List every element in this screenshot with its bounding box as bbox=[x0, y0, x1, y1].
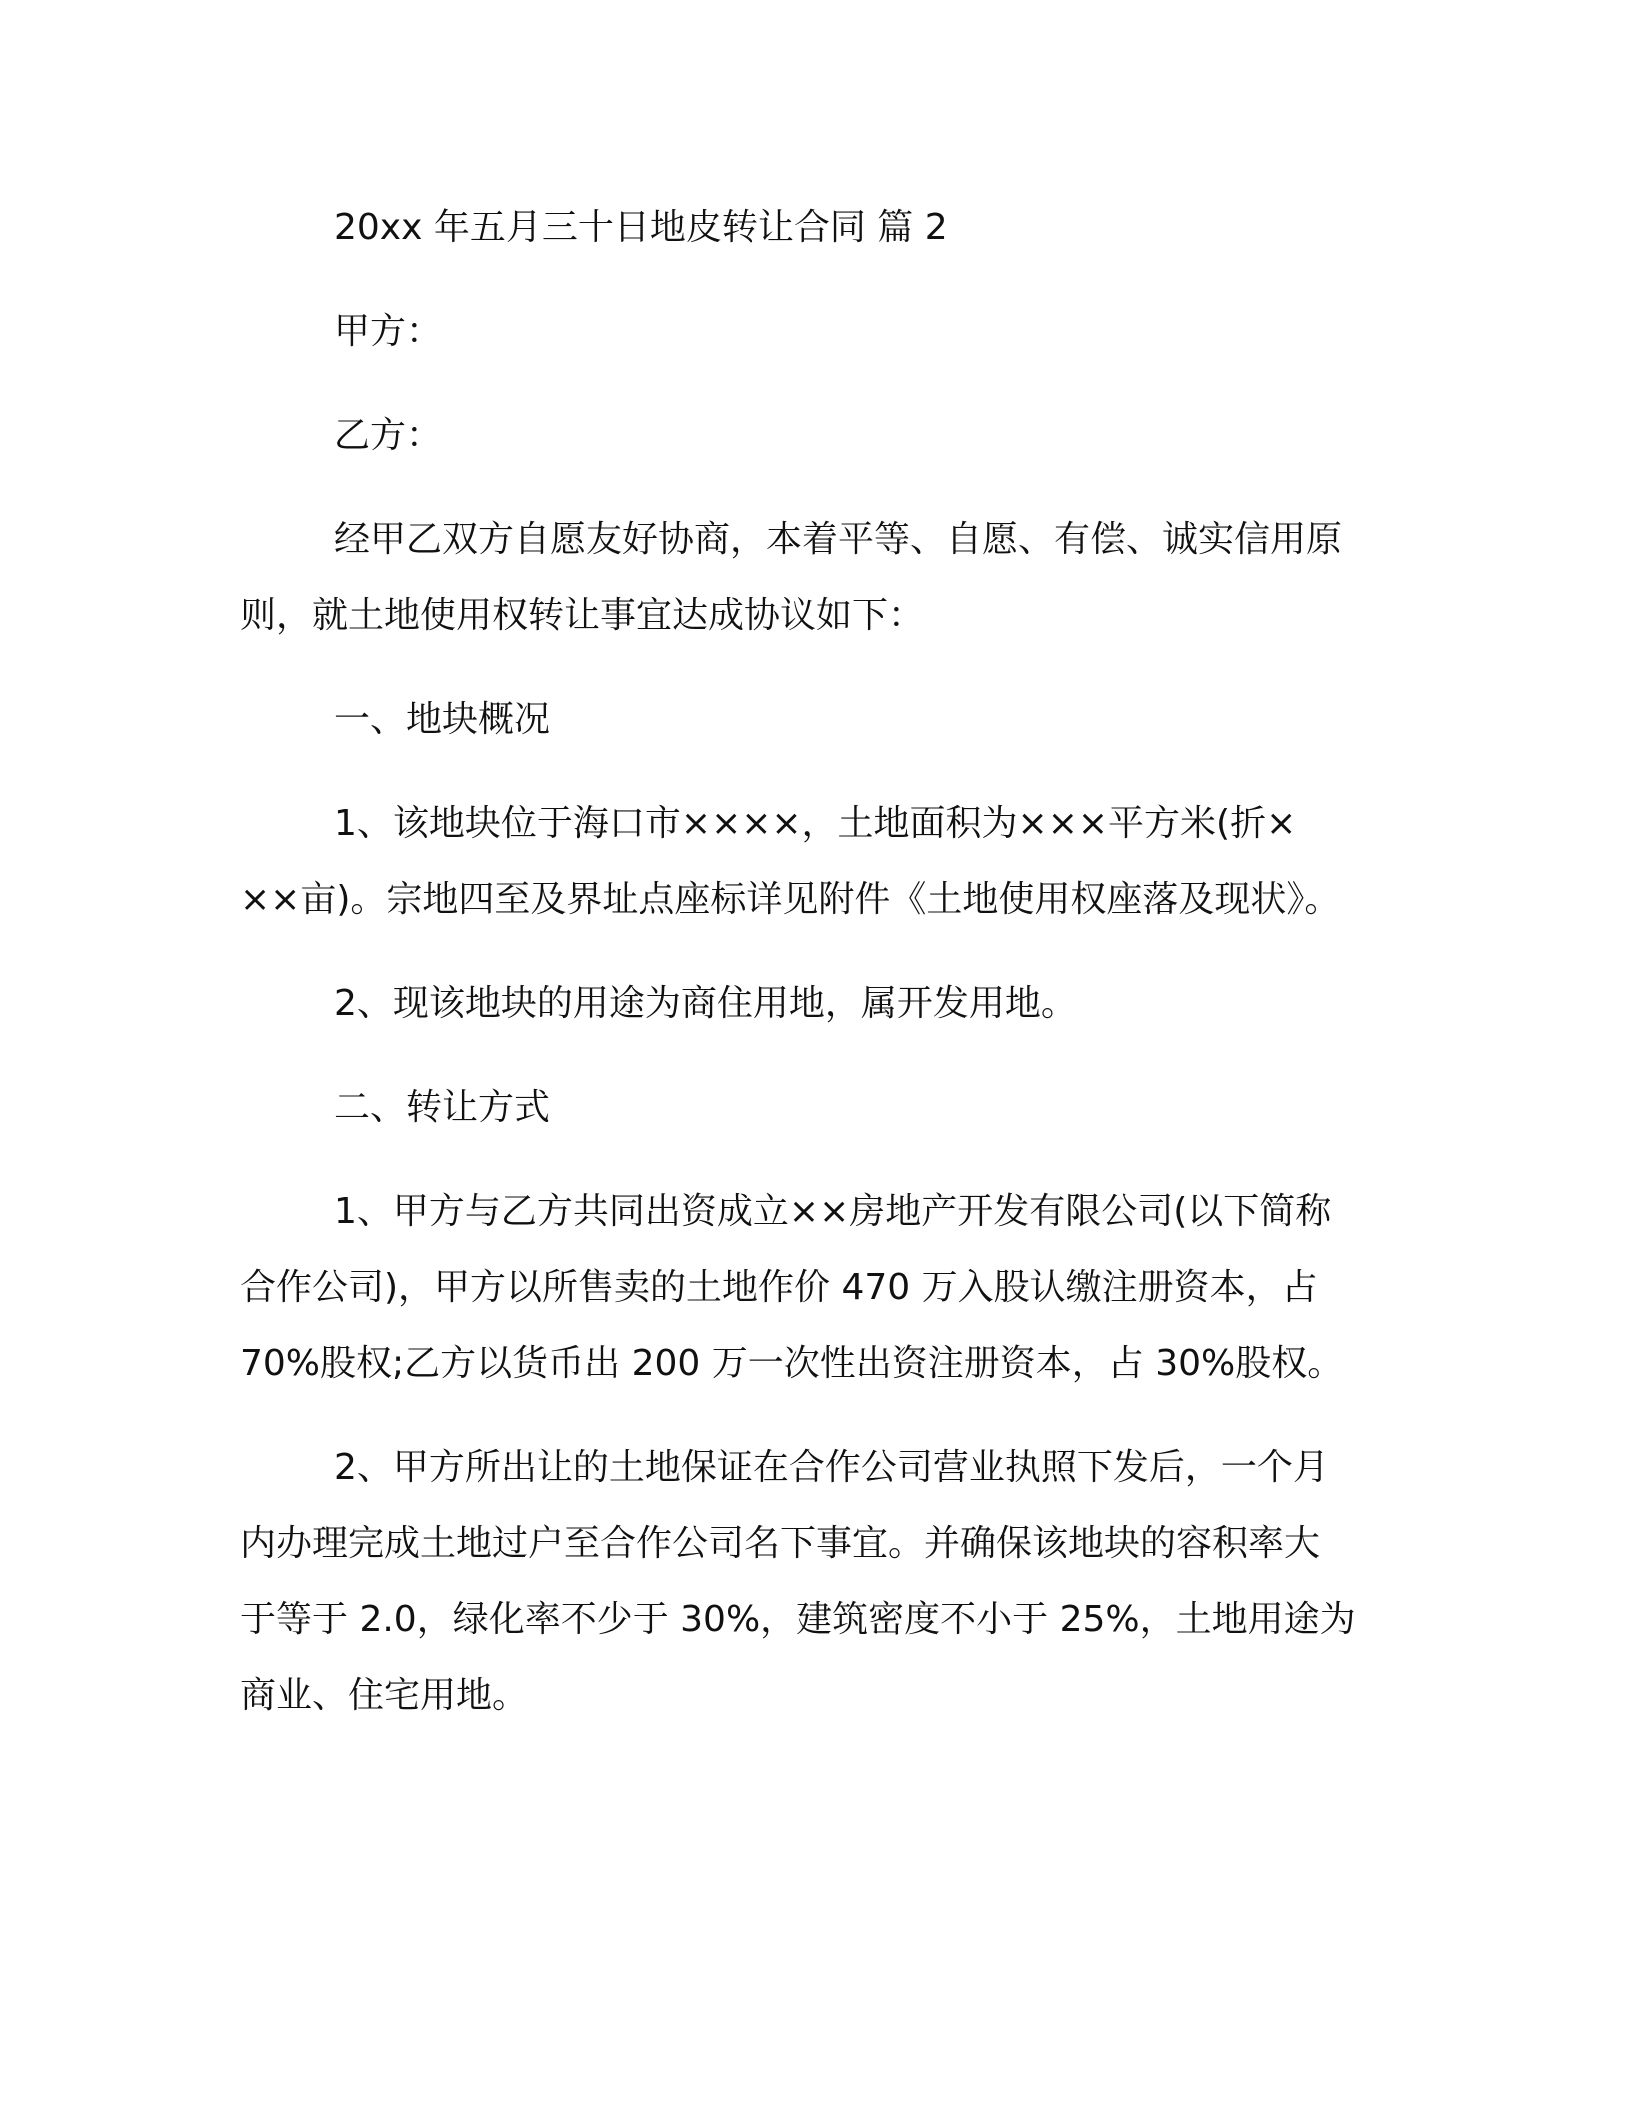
section-2-item-2 bbox=[240, 1430, 1390, 1734]
paragraph-line: 合作公司)，甲方以所售卖的土地作价 470 万入股认缴注册资本，占 bbox=[240, 1267, 1318, 1308]
document-page bbox=[240, 190, 1390, 1734]
section-1-item-1 bbox=[240, 786, 1390, 938]
document-title: 20xx 年五月三十日地皮转让合同 篇 2 bbox=[334, 207, 948, 248]
paragraph-line: 商业、住宅用地。 bbox=[240, 1675, 529, 1716]
section-2-item-1 bbox=[240, 1174, 1390, 1402]
paragraph-line: 1、甲方与乙方共同出资成立××房地产开发有限公司(以下简称 bbox=[334, 1191, 1332, 1232]
section-heading-1: 一、地块概况 bbox=[334, 699, 551, 740]
section-1-item-2: 2、现该地块的用途为商住用地，属开发用地。 bbox=[334, 983, 1077, 1024]
paragraph-line: 2、甲方所出让的土地保证在合作公司营业执照下发后，一个月 bbox=[334, 1447, 1329, 1488]
party-a-label: 甲方： bbox=[334, 311, 443, 352]
paragraph-line: 则，就土地使用权转让事宜达成协议如下： bbox=[240, 595, 925, 636]
paragraph-line: 70%股权;乙方以货币出 200 万一次性出资注册资本，占 30%股权。 bbox=[240, 1343, 1344, 1384]
paragraph-line: 于等于 2.0，绿化率不少于 30%，建筑密度不小于 25%，土地用途为 bbox=[240, 1599, 1356, 1640]
paragraph-line: 内办理完成土地过户至合作公司名下事宜。并确保该地块的容积率大 bbox=[240, 1523, 1321, 1564]
paragraph-line: 经甲乙双方自愿友好协商，本着平等、自愿、有偿、诚实信用原 bbox=[334, 519, 1343, 560]
party-b-label: 乙方： bbox=[334, 415, 443, 456]
paragraph-line: 1、该地块位于海口市××××，土地面积为×××平方米(折× bbox=[334, 803, 1297, 844]
paragraph-line: ××亩)。宗地四至及界址点座标详见附件《土地使用权座落及现状》。 bbox=[240, 879, 1341, 920]
intro-paragraph bbox=[240, 502, 1390, 654]
section-heading-2: 二、转让方式 bbox=[334, 1087, 551, 1128]
